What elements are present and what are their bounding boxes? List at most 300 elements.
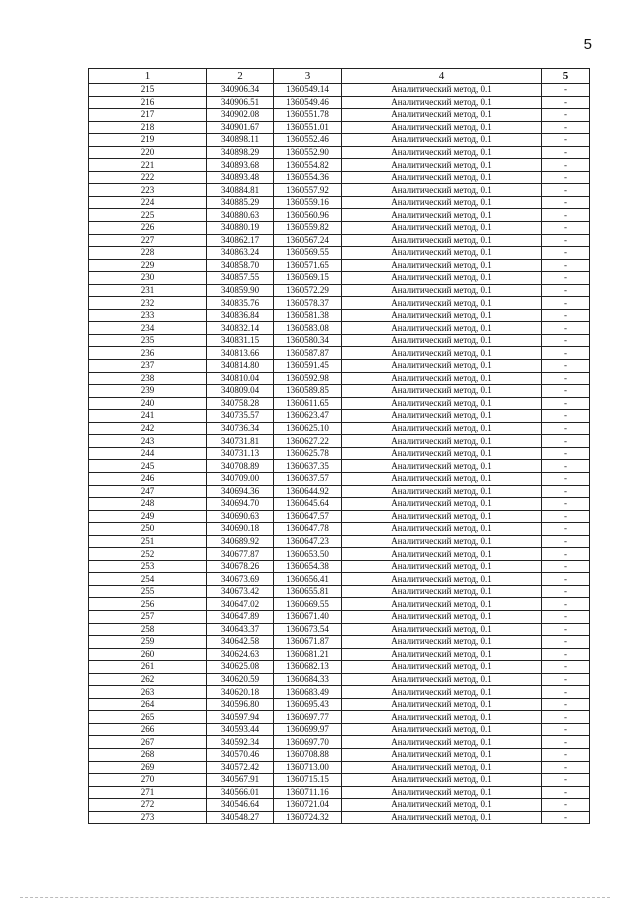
cell-method: Аналитический метод, 0.1 [342,397,542,410]
cell-method: Аналитический метод, 0.1 [342,460,542,473]
cell-description: - [542,598,590,611]
cell-point-number: 238 [89,372,207,385]
cell-point-number: 236 [89,347,207,360]
table-row [89,334,590,347]
cell-point-number: 248 [89,498,207,511]
table-row [89,360,590,373]
cell-method: Аналитический метод, 0.1 [342,159,542,172]
cell-description: - [542,410,590,423]
cell-x: 340567.91 [207,774,274,787]
cell-y: 1360611.65 [274,397,342,410]
cell-y: 1360682.13 [274,661,342,674]
cell-x: 340831.15 [207,334,274,347]
cell-method: Аналитический метод, 0.1 [342,498,542,511]
cell-description: - [542,774,590,787]
cell-method: Аналитический метод, 0.1 [342,535,542,548]
cell-y: 1360711.16 [274,786,342,799]
table-row [89,209,590,222]
cell-point-number: 252 [89,548,207,561]
cell-x: 340709.00 [207,472,274,485]
cell-x: 340642.58 [207,636,274,649]
table-header-row [89,69,590,84]
table-row [89,548,590,561]
cell-description: - [542,171,590,184]
cell-description: - [542,347,590,360]
cell-x: 340885.29 [207,196,274,209]
page-bottom-divider [20,897,610,898]
cell-point-number: 255 [89,585,207,598]
cell-x: 340643.37 [207,623,274,636]
table-row [89,686,590,699]
cell-point-number: 254 [89,573,207,586]
cell-method: Аналитический метод, 0.1 [342,272,542,285]
cell-method: Аналитический метод, 0.1 [342,234,542,247]
cell-y: 1360637.35 [274,460,342,473]
cell-point-number: 245 [89,460,207,473]
cell-x: 340835.76 [207,297,274,310]
cell-point-number: 242 [89,422,207,435]
cell-y: 1360552.46 [274,134,342,147]
cell-y: 1360647.57 [274,510,342,523]
table-row [89,636,590,649]
cell-point-number: 227 [89,234,207,247]
cell-description: - [542,146,590,159]
table-row [89,121,590,134]
cell-method: Аналитический метод, 0.1 [342,472,542,485]
cell-point-number: 256 [89,598,207,611]
cell-description: - [542,811,590,824]
cell-method: Аналитический метод, 0.1 [342,510,542,523]
cell-y: 1360699.97 [274,723,342,736]
table-row [89,460,590,473]
cell-point-number: 260 [89,648,207,661]
cell-description: - [542,159,590,172]
table-row [89,284,590,297]
table-row [89,736,590,749]
table-row [89,698,590,711]
cell-point-number: 243 [89,435,207,448]
cell-method: Аналитический метод, 0.1 [342,209,542,222]
cell-method: Аналитический метод, 0.1 [342,686,542,699]
table-row [89,171,590,184]
cell-point-number: 224 [89,196,207,209]
cell-description: - [542,96,590,109]
cell-point-number: 263 [89,686,207,699]
cell-x: 340572.42 [207,761,274,774]
cell-description: - [542,196,590,209]
cell-x: 340690.18 [207,523,274,536]
cell-x: 340880.19 [207,222,274,235]
cell-y: 1360721.04 [274,799,342,812]
cell-x: 340677.87 [207,548,274,561]
cell-point-number: 231 [89,284,207,297]
cell-point-number: 264 [89,698,207,711]
cell-method: Аналитический метод, 0.1 [342,422,542,435]
cell-y: 1360724.32 [274,811,342,824]
cell-description: - [542,272,590,285]
cell-method: Аналитический метод, 0.1 [342,811,542,824]
cell-point-number: 239 [89,385,207,398]
cell-y: 1360551.78 [274,109,342,122]
table-row [89,372,590,385]
cell-point-number: 266 [89,723,207,736]
cell-description: - [542,259,590,272]
table-row [89,498,590,511]
cell-y: 1360589.85 [274,385,342,398]
cell-x: 340694.70 [207,498,274,511]
cell-method: Аналитический метод, 0.1 [342,284,542,297]
cell-method: Аналитический метод, 0.1 [342,698,542,711]
table-row [89,447,590,460]
cell-x: 340898.29 [207,146,274,159]
table-row [89,309,590,322]
cell-x: 340898.11 [207,134,274,147]
cell-point-number: 217 [89,109,207,122]
cell-y: 1360654.38 [274,560,342,573]
cell-x: 340893.68 [207,159,274,172]
cell-description: - [542,523,590,536]
cell-y: 1360625.10 [274,422,342,435]
cell-point-number: 272 [89,799,207,812]
cell-point-number: 249 [89,510,207,523]
table-row [89,648,590,661]
table-row [89,786,590,799]
cell-description: - [542,673,590,686]
cell-y: 1360695.43 [274,698,342,711]
table-row [89,385,590,398]
cell-x: 340647.02 [207,598,274,611]
cell-point-number: 241 [89,410,207,423]
cell-x: 340596.80 [207,698,274,711]
cell-method: Аналитический метод, 0.1 [342,623,542,636]
cell-y: 1360572.29 [274,284,342,297]
cell-method: Аналитический метод, 0.1 [342,723,542,736]
cell-point-number: 258 [89,623,207,636]
cell-method: Аналитический метод, 0.1 [342,761,542,774]
table-row [89,560,590,573]
cell-method: Аналитический метод, 0.1 [342,385,542,398]
table-row [89,774,590,787]
cell-x: 340620.59 [207,673,274,686]
cell-method: Аналитический метод, 0.1 [342,171,542,184]
cell-method: Аналитический метод, 0.1 [342,799,542,812]
cell-description: - [542,698,590,711]
cell-x: 340735.57 [207,410,274,423]
cell-point-number: 250 [89,523,207,536]
table-row [89,711,590,724]
cell-point-number: 273 [89,811,207,824]
cell-description: - [542,648,590,661]
column-header-point-number: 1 [89,69,207,84]
table-row [89,322,590,335]
table-row [89,535,590,548]
cell-point-number: 271 [89,786,207,799]
cell-method: Аналитический метод, 0.1 [342,485,542,498]
cell-point-number: 218 [89,121,207,134]
cell-point-number: 226 [89,222,207,235]
cell-description: - [542,686,590,699]
table-row [89,661,590,674]
cell-description: - [542,548,590,561]
cell-method: Аналитический метод, 0.1 [342,146,542,159]
cell-y: 1360671.40 [274,610,342,623]
cell-description: - [542,786,590,799]
cell-y: 1360655.81 [274,585,342,598]
table-row [89,510,590,523]
cell-point-number: 268 [89,748,207,761]
cell-y: 1360708.88 [274,748,342,761]
cell-x: 340880.63 [207,209,274,222]
cell-description: - [542,322,590,335]
cell-description: - [542,234,590,247]
cell-y: 1360587.87 [274,347,342,360]
table-row [89,222,590,235]
cell-x: 340625.08 [207,661,274,674]
cell-method: Аналитический метод, 0.1 [342,573,542,586]
cell-y: 1360713.00 [274,761,342,774]
table-row [89,184,590,197]
cell-method: Аналитический метод, 0.1 [342,585,542,598]
cell-x: 340546.64 [207,799,274,812]
cell-method: Аналитический метод, 0.1 [342,247,542,260]
cell-y: 1360557.92 [274,184,342,197]
cell-method: Аналитический метод, 0.1 [342,334,542,347]
cell-description: - [542,573,590,586]
cell-point-number: 247 [89,485,207,498]
cell-y: 1360697.77 [274,711,342,724]
cell-x: 340893.48 [207,171,274,184]
cell-x: 340814.80 [207,360,274,373]
cell-description: - [542,334,590,347]
cell-description: - [542,636,590,649]
cell-x: 340832.14 [207,322,274,335]
cell-x: 340694.36 [207,485,274,498]
cell-x: 340906.34 [207,84,274,97]
cell-method: Аналитический метод, 0.1 [342,673,542,686]
cell-y: 1360554.82 [274,159,342,172]
cell-y: 1360697.70 [274,736,342,749]
cell-y: 1360569.15 [274,272,342,285]
cell-x: 340673.69 [207,573,274,586]
cell-description: - [542,447,590,460]
cell-y: 1360684.33 [274,673,342,686]
cell-point-number: 246 [89,472,207,485]
cell-y: 1360580.34 [274,334,342,347]
cell-description: - [542,372,590,385]
cell-point-number: 220 [89,146,207,159]
cell-point-number: 216 [89,96,207,109]
table-row [89,410,590,423]
column-header-y: 3 [274,69,342,84]
cell-x: 340570.46 [207,748,274,761]
cell-method: Аналитический метод, 0.1 [342,259,542,272]
cell-method: Аналитический метод, 0.1 [342,322,542,335]
cell-y: 1360567.24 [274,234,342,247]
cell-point-number: 230 [89,272,207,285]
cell-y: 1360647.23 [274,535,342,548]
cell-x: 340836.84 [207,309,274,322]
cell-x: 340902.08 [207,109,274,122]
cell-description: - [542,360,590,373]
table-body [89,84,590,824]
table-row [89,811,590,824]
page-number: 5 [583,36,592,53]
cell-description: - [542,498,590,511]
cell-y: 1360549.14 [274,84,342,97]
column-header-description: 5 [542,69,590,84]
cell-method: Аналитический метод, 0.1 [342,711,542,724]
cell-description: - [542,184,590,197]
cell-y: 1360637.57 [274,472,342,485]
cell-x: 340863.24 [207,247,274,260]
cell-x: 340678.26 [207,560,274,573]
cell-description: - [542,435,590,448]
table-row [89,761,590,774]
table-row [89,573,590,586]
column-header-x: 2 [207,69,274,84]
cell-method: Аналитический метод, 0.1 [342,786,542,799]
cell-description: - [542,109,590,122]
cell-y: 1360627.22 [274,435,342,448]
table-row [89,272,590,285]
cell-method: Аналитический метод, 0.1 [342,636,542,649]
table-row [89,723,590,736]
table-row [89,84,590,97]
cell-y: 1360560.96 [274,209,342,222]
cell-x: 340858.70 [207,259,274,272]
table-row [89,472,590,485]
table-row [89,799,590,812]
cell-y: 1360591.45 [274,360,342,373]
table-row [89,585,590,598]
table-row [89,247,590,260]
cell-description: - [542,284,590,297]
cell-method: Аналитический метод, 0.1 [342,748,542,761]
cell-point-number: 221 [89,159,207,172]
cell-x: 340736.34 [207,422,274,435]
cell-method: Аналитический метод, 0.1 [342,360,542,373]
cell-x: 340548.27 [207,811,274,824]
cell-method: Аналитический метод, 0.1 [342,610,542,623]
cell-point-number: 215 [89,84,207,97]
cell-method: Аналитический метод, 0.1 [342,648,542,661]
cell-x: 340708.89 [207,460,274,473]
cell-point-number: 228 [89,247,207,260]
cell-x: 340620.18 [207,686,274,699]
cell-x: 340566.01 [207,786,274,799]
cell-y: 1360549.46 [274,96,342,109]
cell-method: Аналитический метод, 0.1 [342,736,542,749]
table-row [89,234,590,247]
cell-description: - [542,209,590,222]
table-row [89,422,590,435]
table-row [89,485,590,498]
table-row [89,297,590,310]
cell-y: 1360715.15 [274,774,342,787]
cell-description: - [542,472,590,485]
cell-y: 1360623.47 [274,410,342,423]
cell-y: 1360645.64 [274,498,342,511]
cell-description: - [542,84,590,97]
cell-description: - [542,247,590,260]
cell-method: Аналитический метод, 0.1 [342,347,542,360]
cell-point-number: 229 [89,259,207,272]
cell-y: 1360559.82 [274,222,342,235]
cell-point-number: 240 [89,397,207,410]
cell-method: Аналитический метод, 0.1 [342,84,542,97]
table-row [89,397,590,410]
cell-x: 340758.28 [207,397,274,410]
cell-x: 340690.63 [207,510,274,523]
cell-point-number: 251 [89,535,207,548]
cell-description: - [542,485,590,498]
table-row [89,623,590,636]
cell-y: 1360647.78 [274,523,342,536]
table-row [89,748,590,761]
cell-method: Аналитический метод, 0.1 [342,447,542,460]
cell-description: - [542,560,590,573]
cell-description: - [542,535,590,548]
cell-point-number: 222 [89,171,207,184]
cell-description: - [542,385,590,398]
cell-method: Аналитический метод, 0.1 [342,96,542,109]
cell-description: - [542,623,590,636]
column-header-method: 4 [342,69,542,84]
cell-y: 1360571.65 [274,259,342,272]
cell-y: 1360554.36 [274,171,342,184]
cell-x: 340592.34 [207,736,274,749]
cell-point-number: 219 [89,134,207,147]
cell-y: 1360673.54 [274,623,342,636]
cell-method: Аналитический метод, 0.1 [342,774,542,787]
cell-y: 1360644.92 [274,485,342,498]
cell-point-number: 235 [89,334,207,347]
cell-method: Аналитический метод, 0.1 [342,523,542,536]
table-row [89,347,590,360]
cell-y: 1360625.78 [274,447,342,460]
coordinates-table [88,68,590,824]
table-row [89,109,590,122]
table-row [89,159,590,172]
cell-y: 1360581.38 [274,309,342,322]
cell-description: - [542,121,590,134]
cell-y: 1360583.08 [274,322,342,335]
table-row [89,96,590,109]
table-row [89,259,590,272]
cell-point-number: 244 [89,447,207,460]
cell-method: Аналитический метод, 0.1 [342,560,542,573]
cell-x: 340593.44 [207,723,274,736]
cell-description: - [542,297,590,310]
cell-y: 1360671.87 [274,636,342,649]
cell-point-number: 237 [89,360,207,373]
cell-x: 340862.17 [207,234,274,247]
cell-point-number: 257 [89,610,207,623]
cell-method: Аналитический метод, 0.1 [342,297,542,310]
cell-method: Аналитический метод, 0.1 [342,121,542,134]
cell-x: 340813.66 [207,347,274,360]
cell-point-number: 225 [89,209,207,222]
table-row [89,598,590,611]
cell-description: - [542,134,590,147]
table-row [89,134,590,147]
cell-x: 340731.13 [207,447,274,460]
cell-y: 1360669.55 [274,598,342,611]
cell-x: 340901.67 [207,121,274,134]
cell-method: Аналитический метод, 0.1 [342,184,542,197]
cell-x: 340647.89 [207,610,274,623]
cell-y: 1360551.01 [274,121,342,134]
